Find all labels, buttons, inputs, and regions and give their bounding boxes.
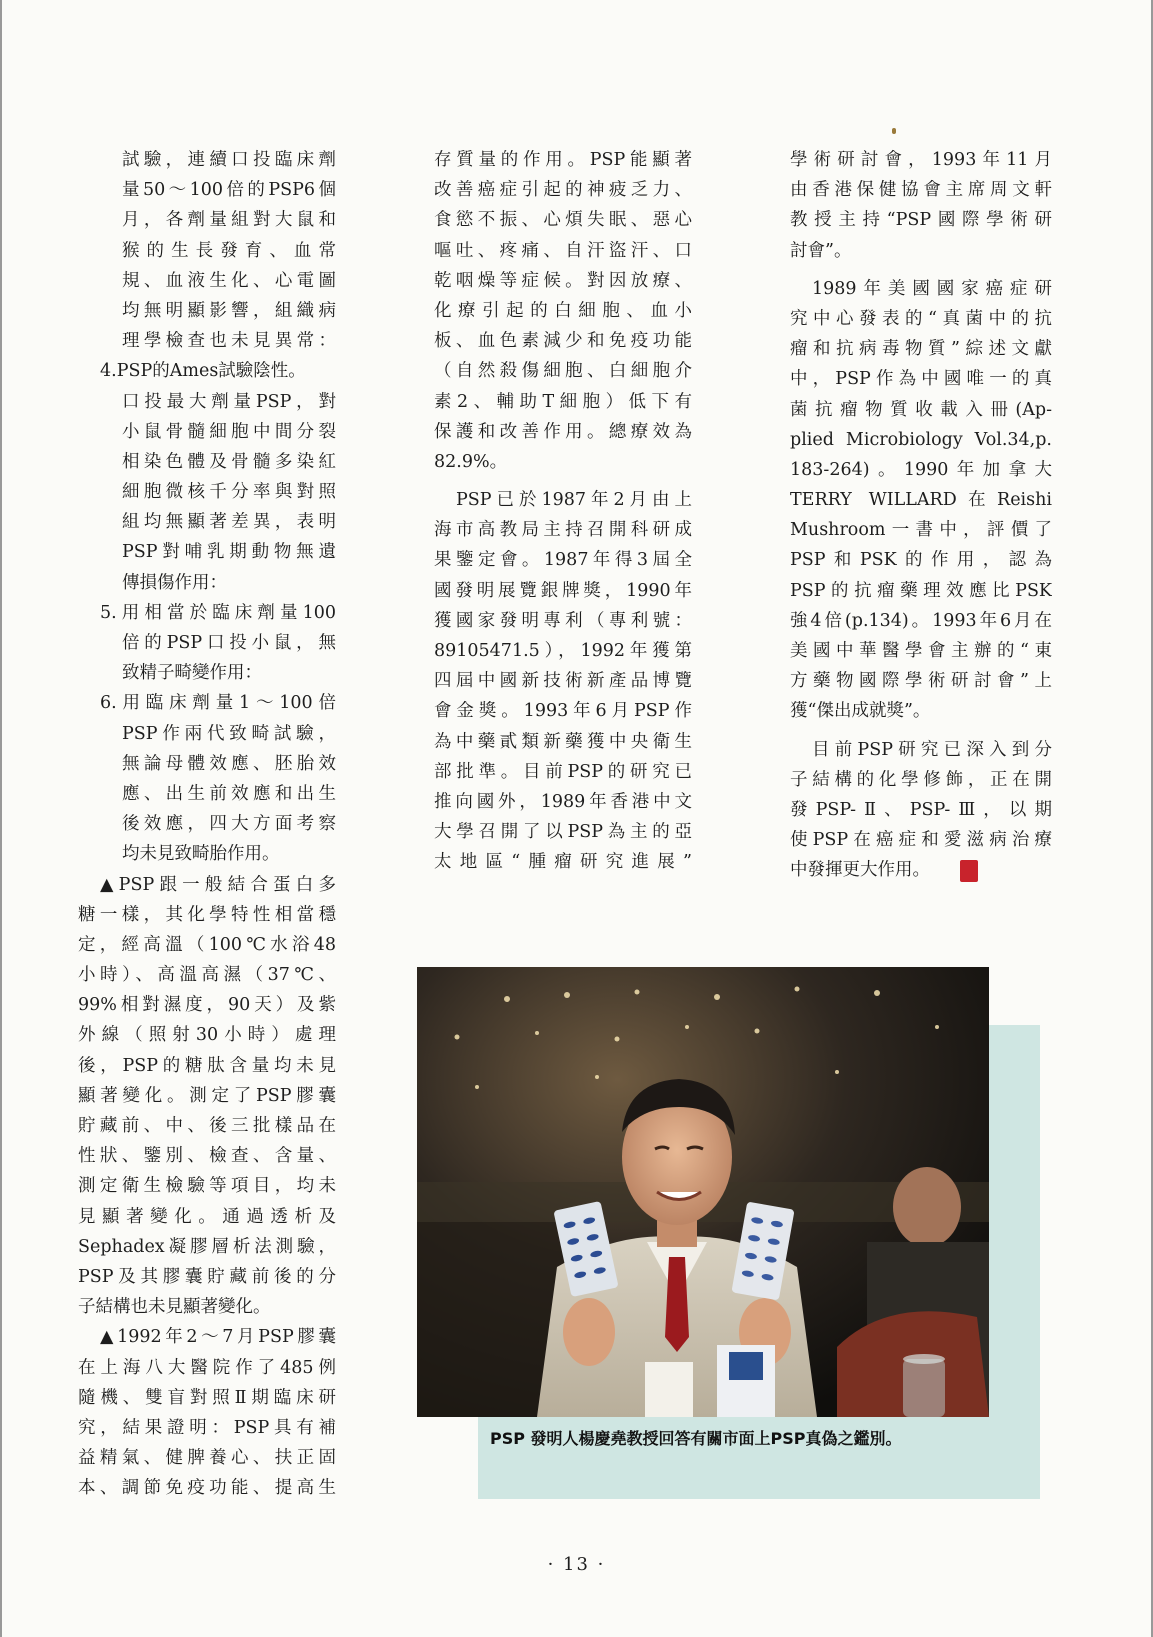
text-line: 究中心發表的“真菌中的抗: [790, 308, 1052, 329]
text-line: 月，各劑量組對大鼠和: [122, 210, 336, 231]
text-line: 子結構的化學修飾，正在開: [790, 769, 1052, 790]
text-line: 發PSP-Ⅱ、PSP-Ⅲ，以期: [790, 799, 1052, 820]
text-line: 性狀、鑒別、檢查、含量、: [78, 1146, 336, 1167]
text-line: 益精氣、健脾養心、扶正固: [78, 1448, 336, 1469]
text-line: 貯藏前、中、後三批樣品在: [78, 1116, 336, 1136]
text-column-3: [790, 145, 1052, 886]
text-line: 教授主持“PSP國際學術研: [790, 210, 1052, 231]
text-line: 99%相對濕度，90天）及紫: [78, 995, 336, 1016]
text-line: 量50～100倍的PSP6個: [122, 180, 336, 201]
text-line: 子結構也未見顯著變化。: [78, 1297, 271, 1318]
text-line: 乾咽燥等症候。對因放療、: [434, 270, 692, 291]
text-line: 後，PSP的糖肽含量均未見: [78, 1055, 336, 1076]
text-line: 存質量的作用。PSP能顯著: [434, 150, 692, 170]
paragraph-start: ▲PSP跟一般結合蛋白多: [100, 874, 336, 895]
text-line: 板、血色素減少和免疫功能: [434, 331, 692, 352]
text-line: 糖一樣，其化學特性相當穩: [78, 904, 336, 925]
paragraph-start: PSP已於1987年2月由上: [456, 490, 692, 511]
text-line: plied Microbiology Vol.34,p.: [790, 429, 1052, 450]
text-line: 後效應，四大方面考察: [122, 814, 336, 835]
text-line: 瘤和抗病毒物質”綜述文獻: [790, 339, 1052, 360]
text-line: 相染色體及骨髓多染紅: [122, 451, 336, 472]
text-line: 食慾不振、心煩失眠、惡心: [434, 210, 692, 231]
text-line: 試驗，連續口投臨床劑: [122, 150, 336, 170]
photo-caption: PSP 發明人楊慶堯教授回答有關市面上PSP真偽之鑑別。: [490, 1429, 902, 1448]
text-line: 中，PSP作為中國唯一的真: [790, 369, 1052, 390]
text-line: 大學召開了以PSP為主的亞: [434, 822, 692, 843]
text-line: 改善癌症引起的神疲乏力、: [434, 180, 692, 201]
end-seal-icon: [960, 860, 978, 882]
text-line: PSP及其膠囊貯藏前後的分: [78, 1266, 336, 1287]
text-column-2: [434, 145, 692, 878]
photo-professor: [417, 967, 989, 1417]
list-item-heading: 6.用臨床劑量1～100倍: [100, 693, 336, 714]
text-line: 獲國家發明專利（專利號：: [434, 610, 692, 631]
text-line: 果鑒定會。1987年得3屆全: [434, 550, 692, 571]
text-line: 學術研討會，1993年11月: [790, 150, 1052, 170]
text-line: 究，結果證明：PSP具有補: [78, 1417, 336, 1438]
text-line: 均無明顯影響，組織病: [122, 300, 336, 321]
text-line: 為中藥貳類新藥獲中央衛生: [434, 731, 692, 752]
text-line: PSP的抗瘤藥理效應比PSK: [790, 580, 1052, 601]
text-line: 化療引起的白細胞、血小: [434, 300, 692, 321]
text-line: 本、調節免疫功能、提高生: [78, 1478, 336, 1499]
text-line: 部批準。目前PSP的研究已: [434, 761, 692, 782]
paragraph-start: 目前PSP研究已深入到分: [812, 739, 1052, 760]
text-line: Mushroom一書中，評價了: [790, 520, 1052, 541]
list-item-heading: 5.用相當於臨床劑量100: [100, 602, 336, 623]
text-line: TERRY WILLARD在Reishi: [790, 490, 1052, 511]
text-line: 素2、輔助T細胞）低下有: [434, 391, 692, 412]
text-line: 傳損傷作用：: [122, 572, 227, 593]
text-line: 保護和改善作用。總療效為: [434, 421, 692, 442]
text-line: 嘔吐、疼痛、自汗盜汗、口: [434, 240, 692, 261]
text-line: 顯著變化。測定了PSP膠囊: [78, 1085, 336, 1106]
text-line: PSP對哺乳期動物無遺: [122, 542, 336, 563]
text-line: 美國中華醫學會主辦的“東: [790, 641, 1052, 661]
text-line: 在上海八大醫院作了485例: [78, 1357, 336, 1378]
text-line: PSP和PSK的作用，認為: [790, 550, 1052, 571]
scan-speck: [892, 128, 896, 134]
text-line: （自然殺傷細胞、白細胞介: [434, 361, 692, 382]
text-line: 組均無顯著差異，表明: [122, 512, 336, 533]
text-line: 89105471.5），1992年獲第: [434, 641, 692, 661]
text-column-1: [78, 145, 336, 1503]
text-line: 183-264)。1990年加拿大: [790, 459, 1052, 480]
scan-edge-left: [0, 0, 2, 1637]
text-line: 倍的PSP口投小鼠，無: [122, 633, 336, 653]
text-line: 會金獎。1993年6月PSP作: [434, 701, 692, 722]
text-line: 外線（照射30小時）處理: [78, 1025, 336, 1046]
text-line: 獲“傑出成就獎”。: [790, 701, 931, 722]
text-line: 太地區“腫瘤研究進展”: [434, 852, 692, 873]
text-line: 討會”。: [790, 240, 852, 261]
page-number: · 13 ·: [547, 1554, 606, 1575]
text-line: 中發揮更大作用。: [790, 860, 930, 881]
photo-illustration: [417, 967, 989, 1417]
text-line: 推向國外，1989年香港中文: [434, 791, 692, 812]
text-line: 隨機、雙盲對照Ⅱ期臨床研: [78, 1387, 336, 1408]
text-line: 定，經高溫（100℃水浴48: [78, 934, 336, 955]
text-line: 小時）、高溫高濕（37℃、: [78, 965, 336, 986]
text-line: 細胞微核千分率與對照: [122, 482, 336, 503]
text-line: 應、出生前效應和出生: [122, 783, 336, 804]
text-line: 菌抗瘤物質收載入冊(Ap-: [790, 399, 1052, 420]
text-line: 致精子畸變作用：: [122, 663, 262, 684]
text-line: 方藥物國際學術研討會”上: [790, 671, 1052, 692]
text-line: 強4倍(p.134)。1993年6月在: [790, 610, 1052, 631]
text-line: 國發明展覽銀牌獎，1990年: [434, 580, 692, 601]
text-line: 規、血液生化、心電圖: [122, 270, 336, 291]
text-line: 口投最大劑量PSP，對: [122, 391, 336, 412]
text-line: 猴的生長發育、血常: [122, 240, 336, 261]
text-line: 由香港保健協會主席周文軒: [790, 180, 1052, 201]
list-item-heading: 4.PSP的Ames試驗陰性。: [100, 361, 306, 382]
text-line: 海市高教局主持召開科研成: [434, 520, 692, 541]
text-line: 測定衛生檢驗等項目，均未: [78, 1176, 336, 1197]
text-line: 無論母體效應、胚胎效: [122, 753, 336, 774]
text-line: 均未見致畸胎作用。: [122, 844, 280, 865]
paragraph-start: ▲1992年2～7月PSP膠囊: [100, 1327, 336, 1348]
text-line: 見顯著變化。通過透析及: [78, 1206, 336, 1227]
text-line: 四屆中國新技術新產品博覽: [434, 671, 692, 692]
text-line: 小鼠骨髓細胞中間分裂: [122, 421, 336, 442]
text-line: 理學檢查也未見異常：: [122, 331, 336, 352]
text-line: 使PSP在癌症和愛滋病治療: [790, 830, 1052, 851]
paragraph-start: 1989年美國國家癌症研: [812, 278, 1052, 299]
text-line-last: [790, 855, 1052, 885]
text-line: PSP作兩代致畸試驗，: [122, 723, 336, 744]
text-line: 82.9%。: [434, 451, 508, 472]
text-line: Sephadex凝膠層析法測驗，: [78, 1236, 336, 1257]
